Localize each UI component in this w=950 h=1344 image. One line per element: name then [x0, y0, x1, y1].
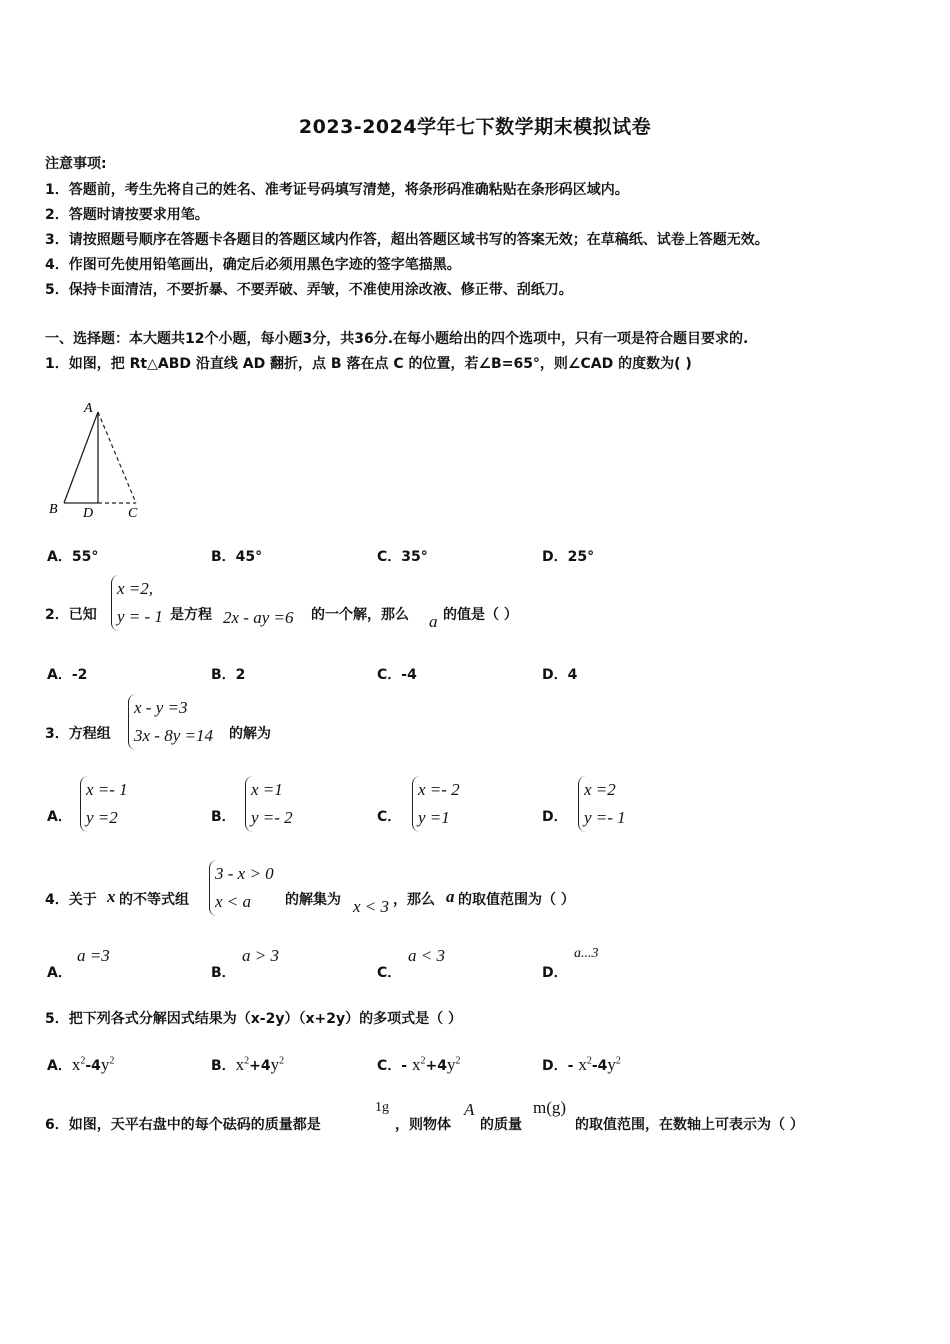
- question-1-text: 1．如图，把 Rt△ABD 沿直线 AD 翻折，点 B 落在点 C 的位置，若∠B=65°，则∠CAD 的度数为( ): [45, 356, 692, 372]
- question-2-equation: 2x - ay =6: [223, 608, 294, 627]
- notes-heading: 注意事项:: [45, 156, 107, 172]
- question-4-mid3: ，那么: [393, 892, 435, 908]
- question-4-end: 的取值范围为（ ）: [458, 892, 575, 908]
- option-d-system[interactable]: [578, 776, 626, 832]
- question-3-lead: 3．方程组: [45, 726, 111, 742]
- option-a-math[interactable]: a =3: [77, 946, 110, 965]
- note-item: 5．保持卡面清洁，不要折暴、不要弄破、弄皱，不准使用涂改液、修正带、刮纸刀。: [45, 282, 573, 298]
- question-3-end: 的解为: [229, 726, 271, 742]
- edge-ac: [98, 412, 136, 503]
- option-a-system[interactable]: [80, 776, 128, 832]
- option-c-math[interactable]: a < 3: [408, 946, 445, 965]
- option-a[interactable]: A．$x^2-4y^2$: [47, 1055, 115, 1074]
- question-6-mass: m(g): [533, 1098, 567, 1117]
- option-label: A．: [47, 1058, 72, 1074]
- question-4-var-a: a: [446, 887, 455, 906]
- option-b-math[interactable]: a > 3: [242, 946, 279, 965]
- note-item: 1．答题前，考生先将自己的姓名、准考证号码填写清楚，将条形码准确粘贴在条形码区域内。: [45, 182, 629, 198]
- question-3-system: [128, 694, 213, 750]
- system-line: y =- 2: [251, 808, 293, 827]
- system-line: y =1: [418, 808, 450, 827]
- system-line: x =- 2: [418, 780, 460, 799]
- triangle-figure: [40, 392, 160, 524]
- system-line: y = - 1: [117, 607, 163, 626]
- question-2-var: a: [429, 612, 438, 631]
- option-a[interactable]: A．: [47, 809, 72, 825]
- system-line: x =2,: [117, 579, 154, 598]
- question-4-solution: x < 3: [353, 897, 390, 916]
- option-b[interactable]: B．: [211, 809, 236, 825]
- option-c[interactable]: C．- $x^2+4y^2$: [377, 1055, 461, 1074]
- system-line: x - y =3: [134, 698, 188, 717]
- system-line: 3 - x > 0: [215, 864, 274, 883]
- question-4-mid: 的不等式组: [119, 892, 189, 908]
- option-d-math[interactable]: a...3: [574, 946, 599, 961]
- label-d: D: [83, 506, 94, 521]
- option-c[interactable]: C．35°: [377, 549, 428, 565]
- question-6-mid: ，则物体: [395, 1117, 451, 1133]
- option-d[interactable]: D．: [542, 809, 568, 825]
- question-2-mid2: 的一个解，那么: [311, 607, 409, 623]
- option-label: C．: [377, 1058, 402, 1074]
- question-5-text: 5．把下列各式分解因式结果为（x-2y）（x+2y）的多项式是（ ）: [45, 1011, 462, 1027]
- option-d[interactable]: D．4: [542, 667, 578, 683]
- option-b[interactable]: B．45°: [211, 549, 263, 565]
- system-line: x =- 1: [86, 780, 128, 799]
- question-6-lead: 6．如图，天平右盘中的每个砝码的质量都是: [45, 1117, 321, 1133]
- question-2-lead: 2．已知: [45, 607, 97, 623]
- option-c[interactable]: C．: [377, 809, 402, 825]
- system-line: x =2: [584, 780, 616, 799]
- system-line: x =1: [251, 780, 283, 799]
- option-d[interactable]: D．- $x^2-4y^2$: [542, 1055, 621, 1074]
- option-c[interactable]: C．-4: [377, 667, 417, 683]
- option-label: B．: [211, 1058, 236, 1074]
- option-b[interactable]: B．2: [211, 667, 246, 683]
- question-6-object: A: [464, 1100, 475, 1119]
- note-item: 3．请按照题号顺序在答题卡各题目的答题区域内作答，超出答题区域书写的答案无效；在草稿纸、试卷上答题无效。: [45, 232, 769, 248]
- label-c: C: [128, 506, 138, 521]
- option-d[interactable]: D．: [542, 965, 568, 981]
- system-line: 3x - 8y =14: [134, 726, 213, 745]
- note-item: 2．答题时请按要求用笔。: [45, 207, 209, 223]
- question-2-mid: 是方程: [170, 607, 212, 623]
- question-4-lead: 4．关于: [45, 892, 97, 908]
- option-c-system[interactable]: [412, 776, 460, 832]
- option-a[interactable]: A．: [47, 965, 72, 981]
- label-a: A: [84, 401, 93, 416]
- option-c[interactable]: C．: [377, 965, 402, 981]
- question-6-mid2: 的质量: [480, 1117, 522, 1133]
- system-line: y =- 1: [584, 808, 626, 827]
- question-2-end: 的值是（ ）: [443, 607, 518, 623]
- option-a[interactable]: A．55°: [47, 549, 99, 565]
- system-line: x < a: [215, 892, 252, 911]
- edge-ab: [64, 412, 98, 503]
- option-a[interactable]: A．-2: [47, 667, 88, 683]
- label-b: B: [49, 502, 58, 517]
- option-d[interactable]: D．25°: [542, 549, 595, 565]
- section-heading: 一、选择题：本大题共12个小题，每小题3分，共36分.在每小题给出的四个选项中，只有一项是符合题目要求的.: [45, 331, 749, 347]
- option-b-system[interactable]: [245, 776, 293, 832]
- question-4-mid2: 的解集为: [285, 892, 341, 908]
- question-4-system: [209, 860, 274, 916]
- question-2-system: [111, 575, 163, 631]
- option-label: D．: [542, 1058, 568, 1074]
- system-line: y =2: [86, 808, 118, 827]
- note-item: 4．作图可先使用铅笔画出，确定后必须用黑色字迹的签字笔描黑。: [45, 257, 461, 273]
- question-6-unit: 1g: [375, 1100, 389, 1115]
- option-b[interactable]: B．: [211, 965, 236, 981]
- question-4-var-x: x: [107, 887, 116, 906]
- option-b[interactable]: B．$x^2+4y^2$: [211, 1055, 285, 1074]
- question-6-end: 的取值范围，在数轴上可表示为（ ）: [575, 1117, 804, 1133]
- page-title: 2023-2024学年七下数学期末模拟试卷: [298, 116, 652, 138]
